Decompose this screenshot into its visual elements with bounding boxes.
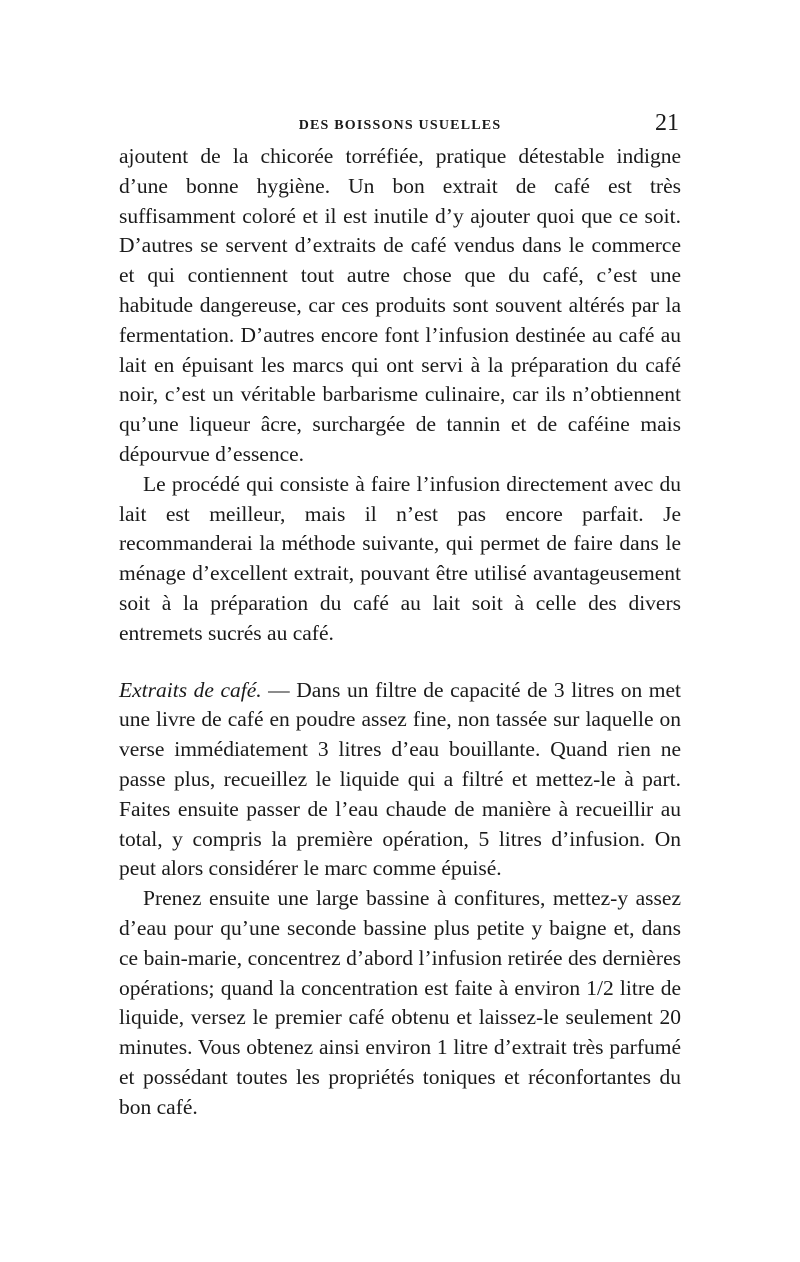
paragraph-text: Le procédé qui consiste à faire l’infusion directement avec du lait est meilleur, mais il n’est pas encore parfait. Je recommanderai la méthode suivante, qui permet de faire dans le ménage d’excellent extrait, pouvant être utilisé avantageusement soit à la préparation du café au lait soit à celle des divers entremets sucrés au café. bbox=[119, 471, 681, 645]
section-lead-title: Extraits de café. bbox=[119, 677, 262, 702]
section-gap bbox=[119, 649, 681, 676]
paragraph-text: Prenez ensuite une large bassine à confitures, mettez-y assez d’eau pour qu’une seconde bassine plus petite y baigne et, dans ce bain-marie, concentrez d’abord l’infusion retirée des dernières opérations; quand la concentration est faite à environ 1/2 litre de liquide, versez le premier café obtenu et laissez-le seulement 20 minutes. Vous obtenez ainsi environ 1 litre d’extrait très parfumé et possédant toutes les propriétés toniques et réconfortantes du bon café. bbox=[119, 886, 681, 1119]
page-number: 21 bbox=[655, 110, 679, 136]
paragraph-text: — Dans un filtre de capacité de 3 litres on met une livre de café en poudre assez fine, non tassée sur laquelle on verse immédiatement 3 litres d’eau bouillante. Quand rien ne passe plus, recueillez le liquide qui a filtré et mettez-le à part. Faites ensuite passer de l’eau chaude de manière à recueillir au total, y compris la première opération, 5 litres d’infusion. On peut alors considérer le marc comme épuisé. bbox=[119, 677, 681, 881]
paragraph-extraits bbox=[119, 676, 681, 885]
running-head bbox=[119, 110, 681, 140]
paragraph-continued bbox=[119, 142, 681, 470]
paragraph-text: ajoutent de la chicorée torréfiée, pratique détestable indigne d’une bonne hygiène. Un bon extrait de café est très suffisamment coloré et il est inutile d’y ajouter quoi que ce soit. D’autres se servent d’extraits de café vendus dans le commerce et qui contiennent tout autre chose que du café, c’est une habitude dangereuse, car ces produits sont souvent altérés par la fermentation. D’autres encore font l’infusion destinée au café au lait en épuisant les marcs qui ont servi à la préparation du café noir, c’est un véritable barbarisme culinaire, car ils n’obtiennent qu’une liqueur âcre, surchargée de tannin et de caféine mais dépourvue d’essence. bbox=[119, 144, 681, 466]
paragraph-procede bbox=[119, 470, 681, 649]
book-page bbox=[119, 110, 681, 1123]
running-title: DES BOISSONS USUELLES bbox=[298, 118, 502, 133]
paragraph-prenez bbox=[119, 884, 681, 1122]
